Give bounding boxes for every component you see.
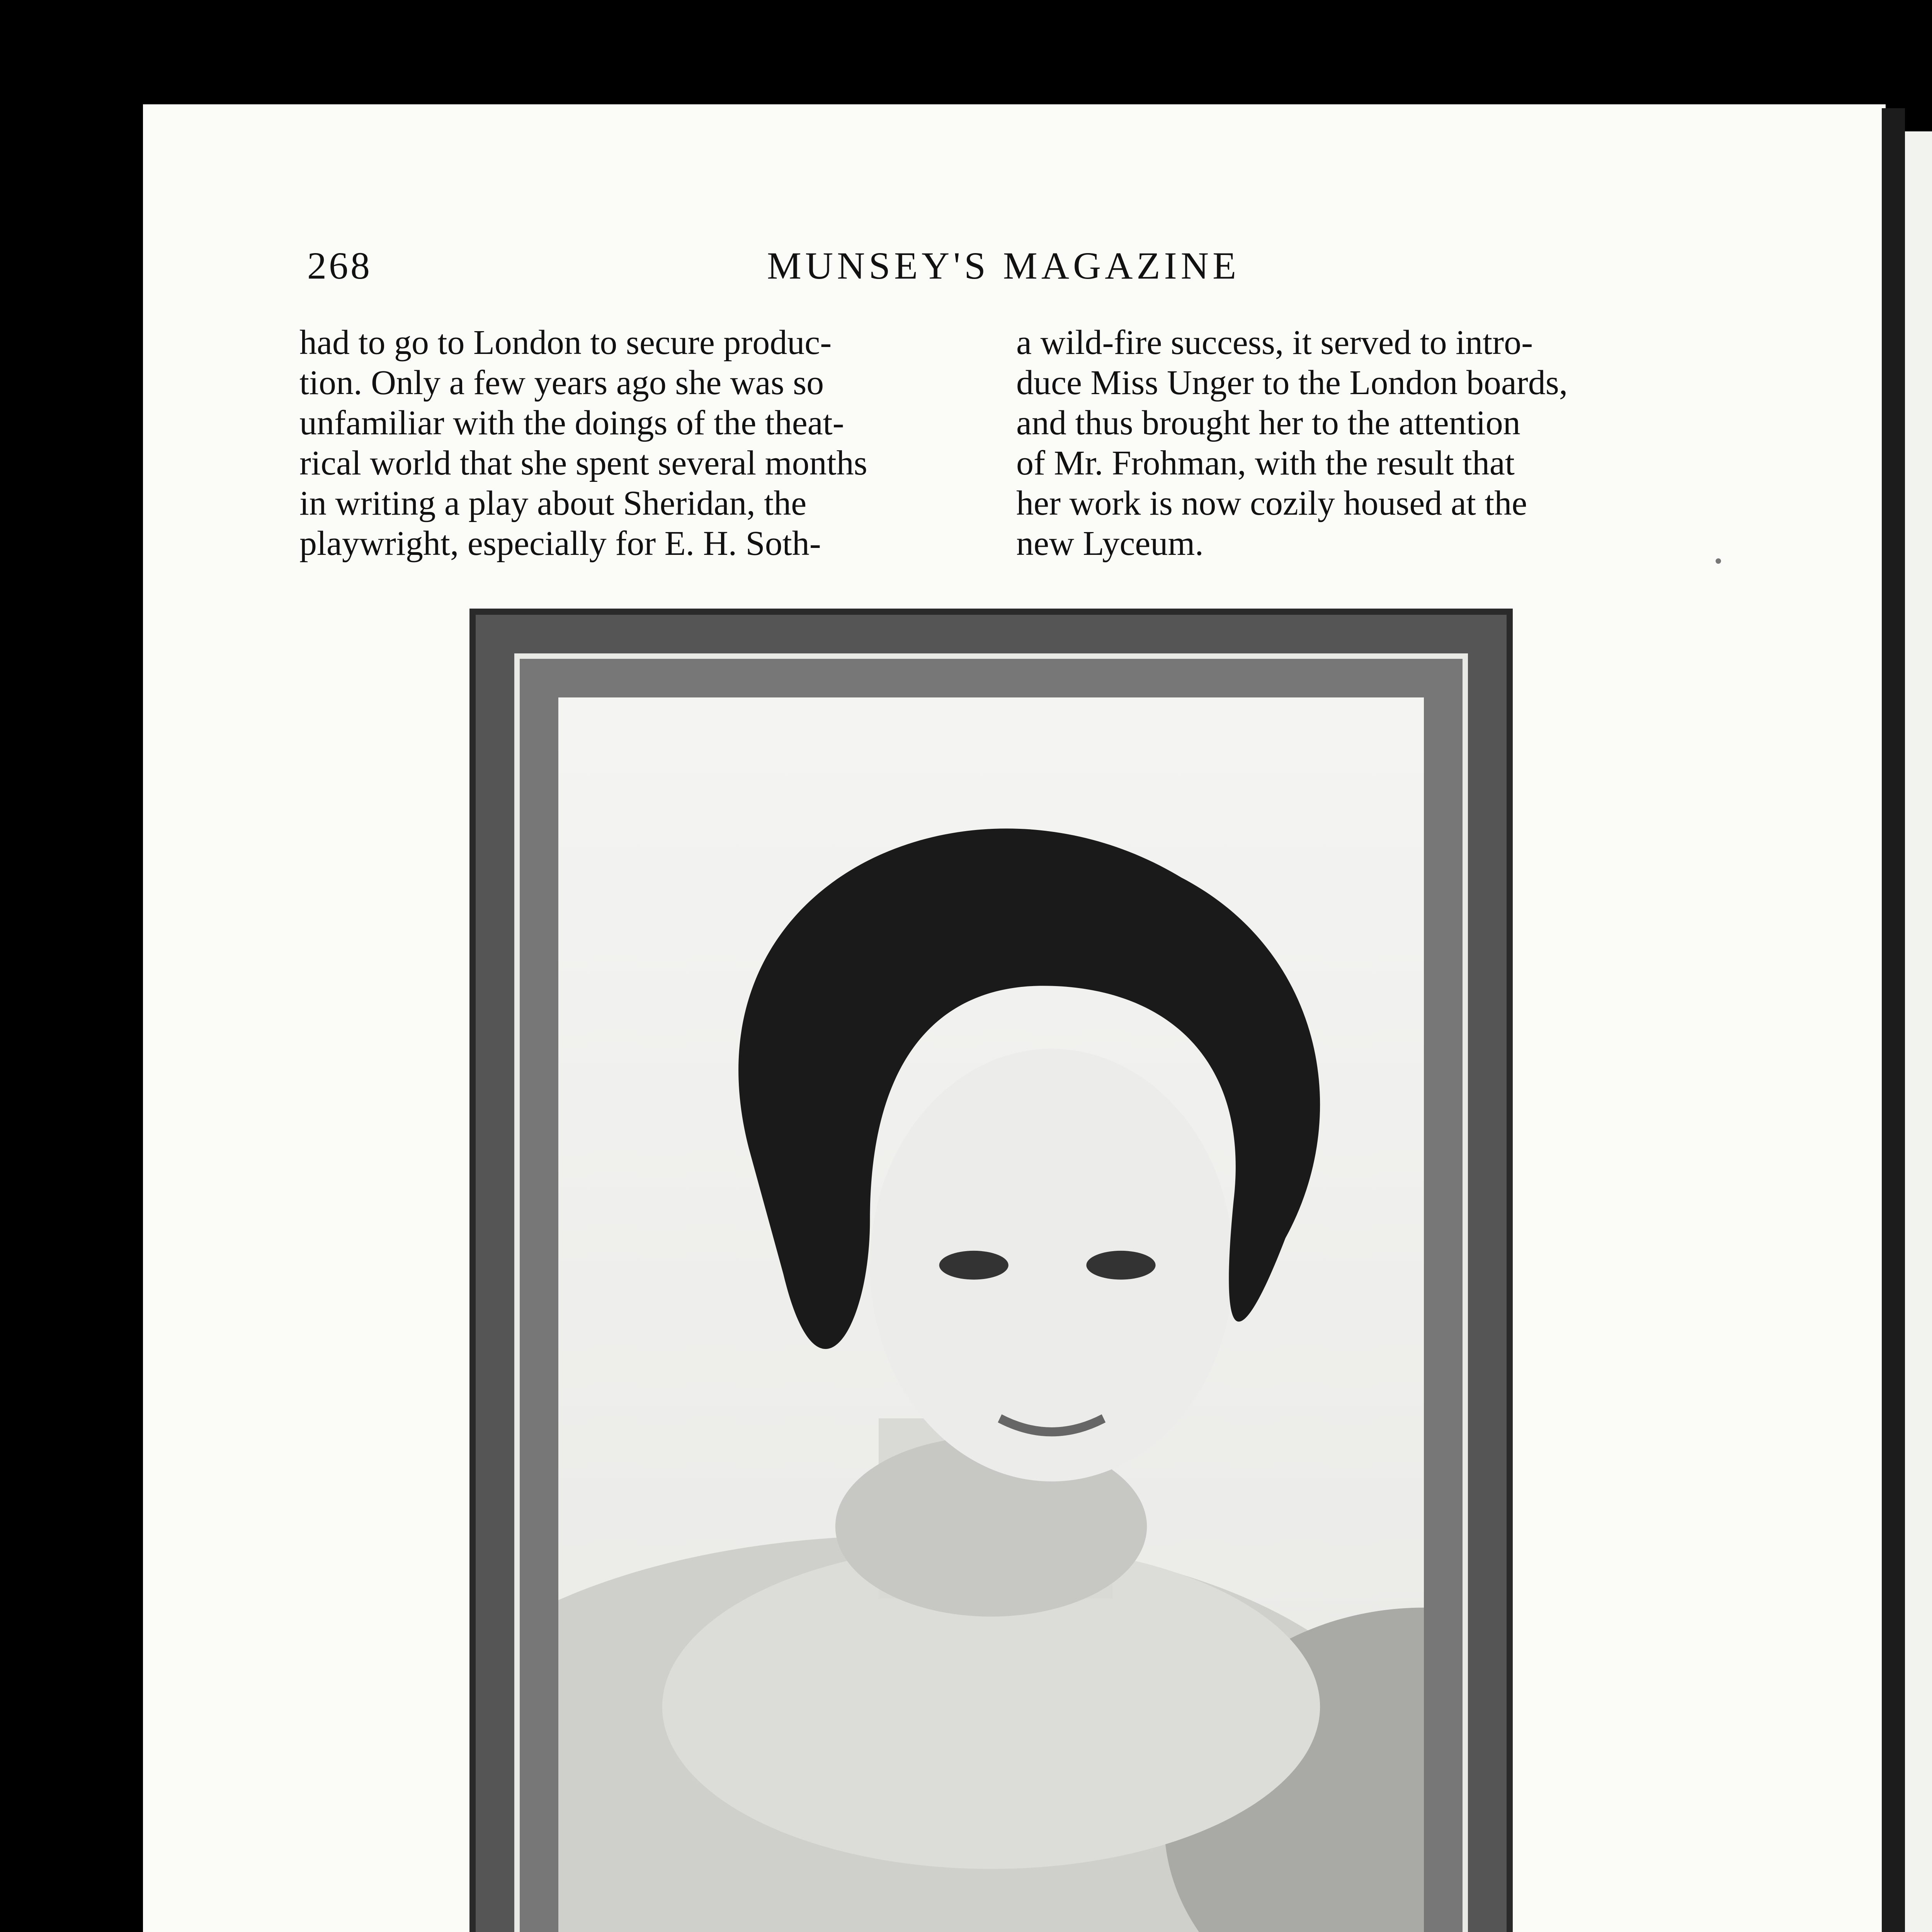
text-line: tion. Only a few years ago she was so bbox=[299, 364, 824, 402]
text-line: new Lyceum. bbox=[1016, 524, 1204, 563]
text-line: rical world that she spent several months bbox=[299, 444, 867, 482]
column-top-right bbox=[1016, 323, 1689, 564]
text-line: and thus brought her to the attention bbox=[1016, 404, 1520, 442]
text-line: duce Miss Unger to the London boards, bbox=[1016, 364, 1568, 402]
facing-page-edge bbox=[1905, 131, 1932, 1932]
portrait-image bbox=[558, 697, 1424, 1932]
text-line: of Mr. Frohman, with the result that bbox=[1016, 444, 1515, 482]
text-line: had to go to London to secure produc- bbox=[299, 323, 832, 362]
running-title: MUNSEY'S MAGAZINE bbox=[767, 244, 1240, 287]
text-line: in writing a play about Sheridan, the bbox=[299, 484, 807, 522]
photo-mat bbox=[514, 653, 1468, 1932]
portrait-photo bbox=[558, 697, 1424, 1932]
text-line: her work is now cozily housed at the bbox=[1016, 484, 1527, 522]
book-gutter bbox=[1882, 108, 1905, 1932]
text-line: playwright, especially for E. H. Soth- bbox=[299, 524, 821, 563]
text-line: unfamiliar with the doings of the theat- bbox=[299, 404, 844, 442]
text-line: a wild-fire success, it served to intro- bbox=[1016, 323, 1533, 362]
scan-speck bbox=[1716, 558, 1721, 564]
photo-frame bbox=[469, 609, 1513, 1932]
page-number: 268 bbox=[307, 244, 372, 287]
column-top-left bbox=[299, 323, 985, 564]
